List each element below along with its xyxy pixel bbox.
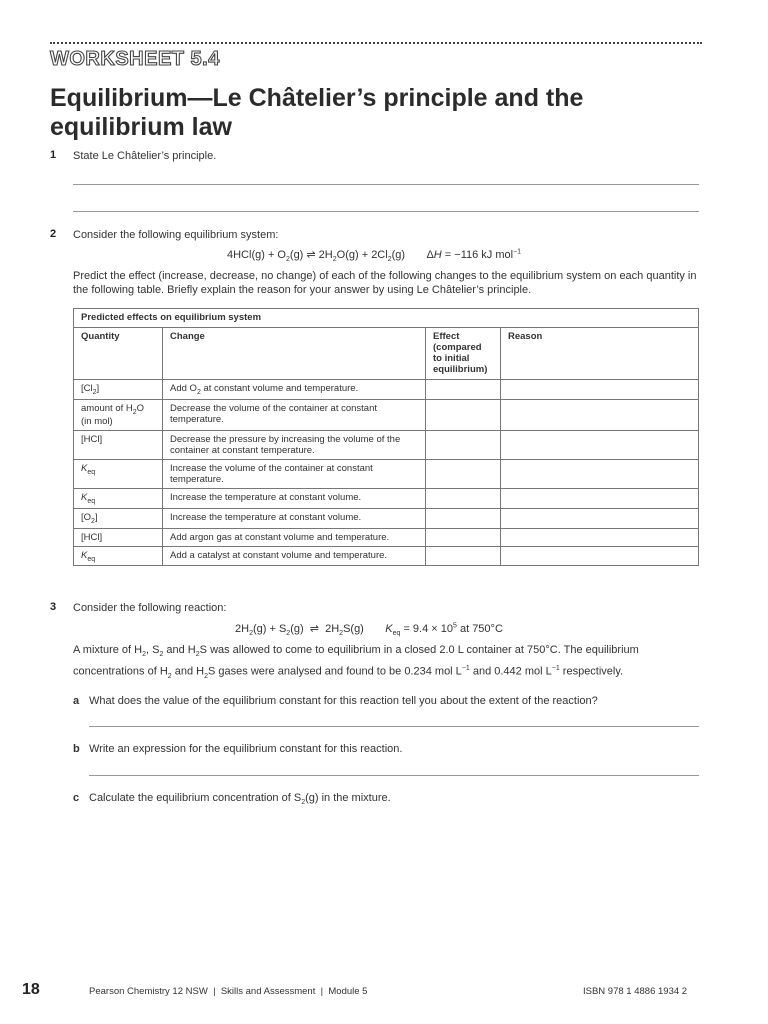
quantity-cell: $K_{eq}$	[74, 546, 163, 566]
part-b-label: b	[73, 743, 80, 755]
footer-separator: |	[213, 986, 216, 997]
table-row	[74, 546, 699, 566]
header-reason: Reason	[501, 328, 699, 380]
reason-cell[interactable]	[501, 546, 699, 566]
change-cell: Increase the volume of the container at constant temperature.	[163, 459, 426, 488]
effect-cell[interactable]	[426, 430, 501, 459]
question-3-intro: Consider the following reaction:	[73, 602, 227, 614]
footer-separator: |	[320, 986, 324, 997]
change-cell: Add argon gas at constant volume and temperature.	[163, 528, 426, 546]
effect-cell[interactable]	[426, 399, 501, 430]
quantity-cell: $[O_2]$	[74, 508, 163, 528]
footer-isbn: ISBN 978 1 4886 1934 2	[583, 986, 688, 997]
effect-cell[interactable]	[426, 459, 501, 488]
table-row	[74, 528, 699, 546]
quantity-cell: $K_{eq}$	[74, 488, 163, 508]
page-number: 18	[22, 981, 40, 998]
footer-text	[89, 986, 367, 997]
part-c-label: c	[73, 792, 80, 804]
table-row	[74, 459, 699, 488]
quantity-cell: amount of $H_2O$ (in mol)	[74, 399, 163, 430]
quantity-cell: [HCl]	[74, 430, 163, 459]
header-quantity: Quantity	[74, 328, 163, 380]
change-cell: Increase the temperature at constant volume.	[163, 508, 426, 528]
change-cell: Add $O_2$ at constant volume and temperature.	[163, 380, 426, 400]
question-3-number: 3	[50, 601, 57, 613]
change-cell: Decrease the pressure by increasing the volume of the container at constant temperature.	[163, 430, 426, 459]
part-a-text: What does the value of the equilibrium constant for this reaction tell you about the extent of the reaction?	[89, 695, 598, 707]
part-c-text: Calculate the equilibrium concentration of $S_2(g)$ in the mixture.	[89, 792, 391, 807]
reason-cell[interactable]	[501, 508, 699, 528]
footer-module: Module 5	[328, 986, 368, 997]
answer-line	[89, 775, 699, 776]
table-row	[74, 488, 699, 508]
question-1-number: 1	[50, 149, 57, 161]
change-cell: Add a catalyst at constant volume and temperature.	[163, 546, 426, 566]
equilibrium-equation: $4HCl(g) + O_2(g)$ ⇌ $2H_2O(g) + 2Cl_2(g)$ ΔH = −116 kJ mol$^{-1}$	[227, 248, 522, 264]
footer-book: Pearson Chemistry 12 NSW	[89, 986, 208, 997]
question-2-number: 2	[50, 228, 57, 240]
dotted-rule	[50, 42, 702, 44]
quantity-cell: [HCl]	[74, 528, 163, 546]
effect-cell[interactable]	[426, 380, 501, 400]
question-1-text: State Le Châtelier’s principle.	[73, 150, 217, 162]
answer-line	[73, 184, 699, 185]
question-3-context: A mixture of $H_2$, $S_2$ and $H_2S$ was allowed to come to equilibrium in a closed 2.0 L container at 750°C. The equilibrium concentrations of $H_2$ and $H_2S$ gases were analysed and found to be 0.234 mol $L^{-1}$ and 0.442 mol $L^{-1}$ respectively.	[73, 644, 639, 681]
part-b-text: Write an expression for the equilibrium constant for this reaction.	[89, 743, 403, 755]
table-row	[74, 430, 699, 459]
question-2-intro: Consider the following equilibrium system:	[73, 229, 279, 241]
reason-cell[interactable]	[501, 459, 699, 488]
effect-cell[interactable]	[426, 546, 501, 566]
quantity-cell: $K_{eq}$	[74, 459, 163, 488]
reason-cell[interactable]	[501, 528, 699, 546]
answer-line	[89, 726, 699, 727]
table-row	[74, 380, 699, 400]
question-2-instructions: Predict the effect (increase, decrease, no change) of each of the following changes to the equilibrium system on each quantity in the following table. Briefly explain the reason for your answer by using Le Châtelier’s principle.	[73, 270, 697, 296]
effect-cell[interactable]	[426, 528, 501, 546]
answer-line	[73, 211, 699, 212]
reason-cell[interactable]	[501, 380, 699, 400]
reason-cell[interactable]	[501, 488, 699, 508]
part-a-label: a	[73, 695, 80, 707]
effect-cell[interactable]	[426, 508, 501, 528]
change-cell: Increase the temperature at constant volume.	[163, 488, 426, 508]
change-cell: Decrease the volume of the container at constant temperature.	[163, 399, 426, 430]
table-caption: Predicted effects on equilibrium system	[74, 309, 699, 328]
worksheet-label: WORKSHEET 5.4	[50, 48, 220, 70]
table-row	[74, 399, 699, 430]
page-title: Equilibrium—Le Châtelier’s principle and the equilibrium law	[50, 84, 584, 141]
header-effect: Effect (compared to initial equilibrium)	[426, 328, 501, 380]
quantity-cell: $[Cl_2]$	[74, 380, 163, 400]
reason-cell[interactable]	[501, 399, 699, 430]
footer-section: Skills and Assessment	[220, 986, 316, 997]
predicted-effects-table	[73, 308, 699, 566]
header-change: Change	[163, 328, 426, 380]
effect-cell[interactable]	[426, 488, 501, 508]
reaction-equation: $2H_2(g) + S_2(g)$ ⇌ $2H_2S(g)$ $K_{eq} = 9.4 \times 10^5$ at 750°C	[235, 622, 503, 638]
reason-cell[interactable]	[501, 430, 699, 459]
table-row	[74, 508, 699, 528]
